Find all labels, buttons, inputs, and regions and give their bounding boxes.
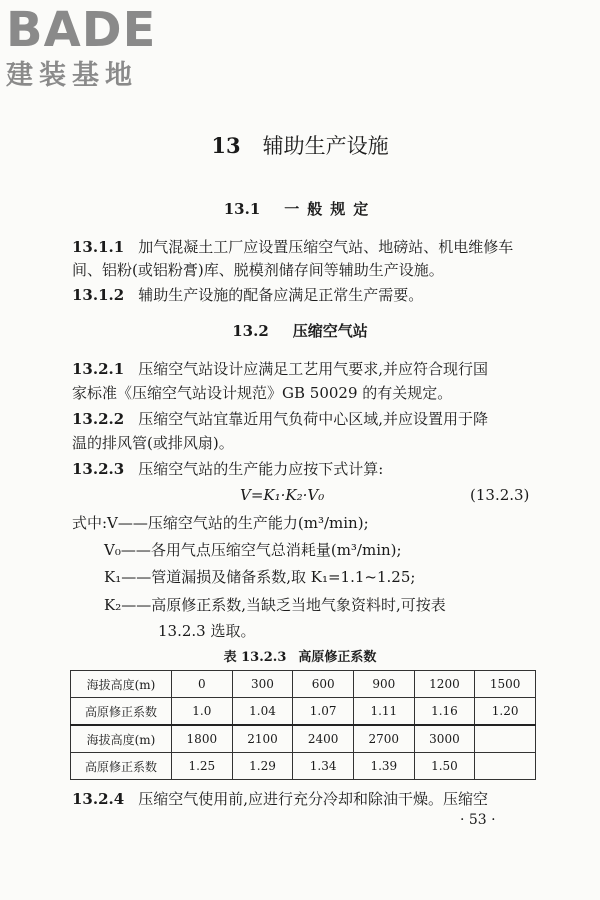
chapter-number: 13 (211, 133, 241, 158)
formula-number: (13.2.3) (470, 486, 530, 504)
table-cell-empty (475, 753, 536, 780)
table-cell: 1.0 (172, 698, 233, 726)
table-cell: 300 (232, 671, 293, 698)
section-heading-13-2 (0, 320, 600, 341)
clause-13-2-4 (72, 788, 488, 810)
logo-wordmark: BADE (6, 2, 157, 58)
table-cell: 1.04 (232, 698, 293, 726)
table-caption-title: 高原修正系数 (298, 650, 377, 665)
clause-number: 13.2.4 (72, 790, 125, 808)
table-cell: 1200 (414, 671, 475, 698)
table-row (71, 753, 536, 780)
table-cell: 600 (293, 671, 354, 698)
table-cell: 1.34 (293, 753, 354, 780)
table-row (71, 698, 536, 726)
table-cell: 1.25 (172, 753, 233, 780)
table-cell: 2700 (353, 725, 414, 753)
where-line-5: 13.2.3 选取。 (158, 622, 256, 640)
clause-13-1-1-cont: 间、铝粉(或铝粉膏)库、脱模剂储存间等辅助生产设施。 (72, 261, 444, 279)
table-cell: 0 (172, 671, 233, 698)
clause-13-1-1 (72, 236, 513, 258)
clause-text: 压缩空气站设计应满足工艺用气要求,并应符合现行国 (138, 360, 488, 378)
clause-number: 13.1.1 (72, 238, 125, 256)
table-cell: 3000 (414, 725, 475, 753)
clause-13-2-3 (72, 458, 383, 480)
where-line-1: 式中:V——压缩空气站的生产能力(m³/min); (72, 514, 369, 532)
clause-text: 压缩空气使用前,应进行充分冷却和除油干燥。压缩空 (138, 790, 488, 808)
clause-13-2-2-cont: 温的排风管(或排风扇)。 (72, 434, 234, 452)
table-cell: 1.50 (414, 753, 475, 780)
clause-13-1-2 (72, 284, 423, 306)
section-title: 压缩空气站 (292, 322, 368, 340)
section-number: 13.1 (223, 200, 261, 218)
publisher-logo (6, 4, 156, 92)
clause-text: 加气混凝土工厂应设置压缩空气站、地磅站、机电维修车 (138, 238, 514, 256)
table-row (71, 671, 536, 698)
where-line-4: K₂——高原修正系数,当缺乏当地气象资料时,可按表 (104, 596, 446, 614)
clause-13-2-1 (72, 358, 488, 380)
table-cell: 1.07 (293, 698, 354, 726)
chapter-heading (0, 130, 600, 160)
clause-13-2-2 (72, 408, 488, 430)
where-line-3: K₁——管道漏损及储备系数,取 K₁=1.1~1.25; (104, 568, 416, 586)
clause-number: 13.1.2 (72, 286, 125, 304)
row-header-altitude: 海拔高度(m) (71, 671, 172, 698)
table-cell: 2400 (293, 725, 354, 753)
clause-number: 13.2.2 (72, 410, 125, 428)
logo-chinese-text: 建装基地 (6, 60, 138, 91)
table-cell: 1.29 (232, 753, 293, 780)
altitude-correction-table (70, 670, 536, 780)
table-row (71, 725, 536, 753)
table-cell: 1.11 (353, 698, 414, 726)
row-header-coefficient: 高原修正系数 (71, 698, 172, 726)
page-number: · 53 · (460, 812, 496, 828)
where-line-2: V₀——各用气点压缩空气总消耗量(m³/min); (104, 541, 402, 559)
table-cell: 900 (353, 671, 414, 698)
section-heading-13-1 (0, 198, 600, 219)
clause-number: 13.2.1 (72, 360, 125, 378)
row-header-coefficient: 高原修正系数 (71, 753, 172, 780)
table-cell: 1500 (475, 671, 536, 698)
chapter-title: 辅助生产设施 (262, 134, 389, 158)
clause-text: 辅助生产设施的配备应满足正常生产需要。 (138, 286, 424, 304)
formula: V=K₁·K₂·V₀ (240, 486, 325, 504)
section-number: 13.2 (232, 322, 269, 340)
table-cell: 1.16 (414, 698, 475, 726)
table-cell: 1800 (172, 725, 233, 753)
table-caption-number: 表 13.2.3 (223, 650, 287, 665)
table-cell: 1.20 (475, 698, 536, 726)
table-caption (0, 646, 600, 665)
table-cell: 1.39 (353, 753, 414, 780)
table-cell-empty (475, 725, 536, 753)
clause-text: 压缩空气站宜靠近用气负荷中心区域,并应设置用于降 (138, 410, 488, 428)
clause-text: 压缩空气站的生产能力应按下式计算: (138, 460, 384, 478)
clause-number: 13.2.3 (72, 460, 125, 478)
table-cell: 2100 (232, 725, 293, 753)
section-title: 一般规定 (284, 200, 377, 218)
row-header-altitude: 海拔高度(m) (71, 725, 172, 753)
clause-13-2-1-cont: 家标准《压缩空气站设计规范》GB 50029 的有关规定。 (72, 384, 453, 402)
